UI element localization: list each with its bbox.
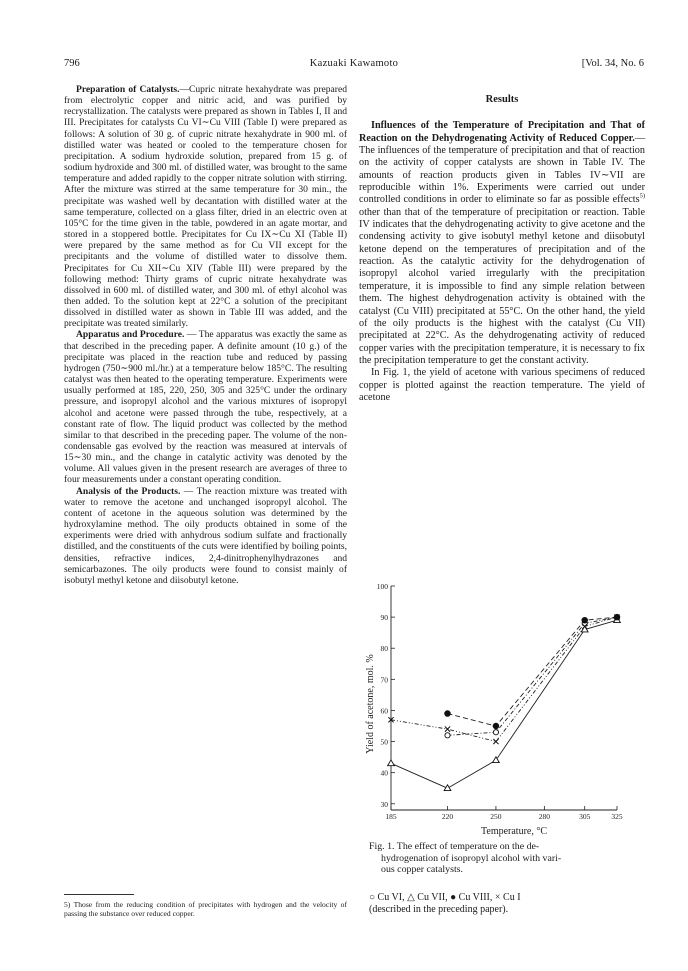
y-tick-label: 40 <box>380 768 388 778</box>
paragraph-apparatus <box>64 329 347 485</box>
series-line-cu-vi <box>448 617 618 735</box>
left-column <box>64 84 347 586</box>
series-line-cu-vii <box>391 620 617 788</box>
y-tick-label: 30 <box>380 799 388 809</box>
x-tick-label: 325 <box>611 812 623 821</box>
heading-preparation: Preparation of Catalysts. <box>76 84 180 95</box>
legend-line-1: ○ Cu VI, △ Cu VII, ● Cu VIII, × Cu I <box>369 892 521 903</box>
y-tick-label: 70 <box>380 675 388 685</box>
y-tick-label: 80 <box>380 644 388 654</box>
right-column <box>359 84 645 404</box>
y-tick-label: 50 <box>380 737 388 747</box>
subheading-influences: Influences of the Temperature of Precipitation and That of Reaction on the Dehydrogenating Activity of Reduced Copper. <box>359 120 645 144</box>
footnote-rule <box>64 894 134 895</box>
x-tick-label: 280 <box>538 812 550 821</box>
data-point <box>445 711 451 717</box>
paragraph-results-2: In Fig. 1, the yield of acetone with various specimens of reduced copper is plotted against the reaction temperature. The yield of acetone <box>359 367 645 403</box>
x-axis-label: Temperature, °C <box>480 826 548 837</box>
data-point <box>388 760 395 766</box>
paragraph-preparation <box>64 84 347 329</box>
heading-analysis: Analysis of the Products. <box>76 485 181 497</box>
data-point <box>493 730 498 735</box>
figure-legend <box>369 892 649 916</box>
x-tick-label: 185 <box>385 812 397 821</box>
text-analysis: — The reaction mixture was treated with water to remove the acetone and unchanged isopropyl alcohol. The content of acetone in the aqueous solution was determined by the hydroxylamine method. The oily products obtained in some of the experiments were dried with anhydrous sodium sulfate and fractionally distilled, and the constituents of the cuts were identified by boiling points, densities, refractive indices, 2,4-dinitrophenylhydrazones and semicarbazones. The oily products were found to consist mainly of isobutyl methyl ketone and diisobutyl ketone. <box>64 485 347 586</box>
data-point <box>445 727 450 732</box>
text-apparatus: — The apparatus was exactly the same as that described in the preceding paper. A definite amount (10 g.) of the precipitate was placed in the reaction tube and reduced by passing hydrogen (750∼900 ml./hr.) at a temperature below 185°C. The resulting catalyst was then heated to the operating temperature. Experiments were usually performed at 185, 220, 250, 305 and 325°C under the ordinary pressure, and isopropyl alcohol and the various mixtures of isopropyl alcohol and acetone were passed through the tube, respectively, at a constant rate of flow. The liquid product was collected by the method similar to that described in the preceding paper. The volume of the non-condensable gas evolved by the reaction was measured at intervals of 15∼30 min., and the change in catalytic activity was denoted by the volume. All values given in the present research are averages of three to four measurements under a constant operating condition. <box>64 329 347 486</box>
footnote <box>64 900 347 918</box>
x-tick-label: 305 <box>579 812 591 821</box>
text-preparation: —Cupric nitrate hexahydrate was prepared from electrolytic copper and nitric acid, and was purified by recrystallization. The catalysts were prepared as shown in Tables I, II and III. Precipitates for catalysts Cu VI∼Cu VIII (Table I) were prepared as follows: A solution of 30 g. of cupric nitrate hexahydrate in 900 ml. of distilled water was heated or cooled to the temperature chosen for precipitation. A sodium hydroxide solution, prepared from 15 g. of sodium hydroxide and 300 ml. of distilled water, was brought to the same temperature and added rapidly to the copper nitrate solution with stirring. After the mixture was stirred at the same temperature for 30 min., the precipitate was washed well by decantation with distilled water at the same temperature, collected on a glass filter, dried in an electric oven at 105°C for the time given in the table, powdered in an agate mortar, and stored in a stoppered bottle. Precipitates for Cu IX∼Cu XI (Table II) were prepared by the same method as for Cu VII except for the precipitants and the volume of distilled water to dissolve them. Precipitates for Cu XII∼Cu XIV (Table III) were prepared by the following method: Thirty grams of cupric nitrate hexahydrate was dissolved in 600 ml. of distilled water, and 300 ml. of ethyl alcohol was then added. To the solution kept at 22°C a solution of the precipitant dissolved in distilled water as shown in Table III was added, and the precipitate was treated similarly. <box>64 84 347 330</box>
data-point <box>493 739 498 744</box>
results-heading: Results <box>485 94 519 105</box>
x-tick-label: 250 <box>490 812 502 821</box>
footnote-text: Those from the reducing condition of precipitates with hydrogen and the velocity of passing the substance over reduced copper. <box>64 900 347 918</box>
data-point <box>444 785 451 791</box>
y-tick-label: 60 <box>380 706 388 716</box>
paragraph-analysis <box>64 486 347 586</box>
series-line-cu-viii <box>448 617 618 726</box>
volume-info: [Vol. 34, No. 6 <box>581 58 644 69</box>
caption-line-1: Fig. 1. The effect of temperature on the de- <box>369 841 540 852</box>
text-results-1a: —The influences of the temperature of precipitation and that of reaction on the activity of copper catalysts are shown in Table IV. The amounts of reaction products given in Tables IV∼VII are reproducible within 1%. Experiments were carried out under controlled conditions in order to eliminate so far as possible effects <box>359 132 645 206</box>
data-point <box>493 757 500 763</box>
data-point <box>445 733 450 738</box>
caption-line-2: hydrogenation of isopropyl alcohol with vari- <box>381 852 562 864</box>
legend-line-2: (described in the preceding paper). <box>369 904 509 915</box>
footnote-ref: 5) <box>639 193 645 201</box>
data-point <box>582 617 588 623</box>
running-author: Kazuaki Kawamoto <box>309 58 399 69</box>
figure-caption <box>369 841 639 876</box>
heading-apparatus: Apparatus and Procedure. <box>76 329 185 341</box>
y-axis-label: Yield of acetone, mol. % <box>365 654 376 754</box>
caption-line-3: ous copper catalysts. <box>381 864 463 876</box>
y-tick-label: 90 <box>380 613 388 623</box>
y-tick-label: 100 <box>376 582 388 591</box>
x-tick-label: 220 <box>441 812 454 821</box>
text-results-1b: other than that of the temperature of precipitation or reaction. Table IV indicates that the dehydrogenating activity to give acetone and the condensing activity to give isobutyl methyl ketone and diisobutyl ketone depend on the temperatures of precipitation and of the reaction. As the catalytic activity for the dehydrogenation of isopropyl alcohol varied irregularly with the precipitation temperature, it is impossible to find any simple relation between them. The highest dehydrogenation activity is obtained with the catalyst (Cu VIII) precipitated at 55°C. On the other hand, the yield of the oily products is the highest with the catalyst (Cu VII) precipitated at 22°C. As the dehydrogenating activity of reduced copper varies with the precipitation temperature, it is necessary to fix the precipitation temperature to get the constant activity. <box>359 206 645 366</box>
running-header <box>64 58 644 72</box>
paragraph-results-1 <box>359 120 645 367</box>
footnote-mark: 5) <box>64 900 71 909</box>
acetone-yield-chart <box>357 578 647 840</box>
page-number: 796 <box>64 58 80 69</box>
figure-1 <box>357 578 647 840</box>
data-point <box>493 723 499 729</box>
